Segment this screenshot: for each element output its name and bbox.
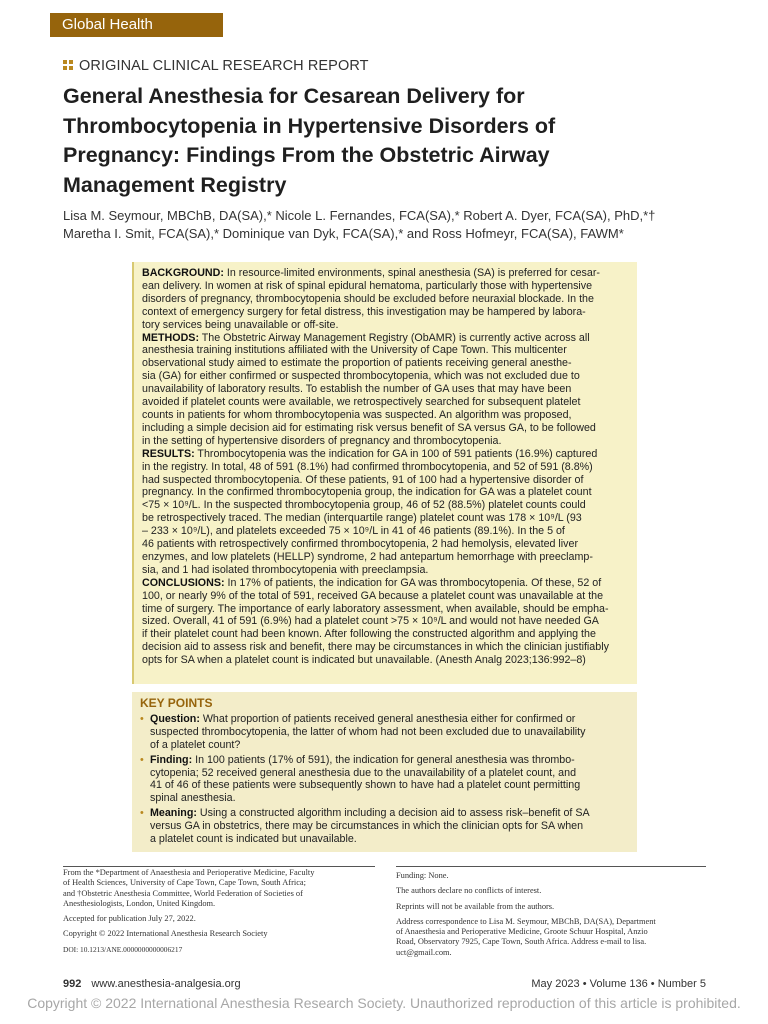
copyright-notice: Copyright © 2022 International Anesthesia Research Society <box>63 929 268 939</box>
reprints-statement: Reprints will not be available from the authors. <box>396 901 555 911</box>
key-point-question <box>140 713 629 752</box>
abstract-line: 100, or nearly 9% of the total of 591, received GA because a platelet count was unavailable at the <box>142 589 604 602</box>
accepted-date: Accepted for publication July 27, 2022. <box>63 914 196 924</box>
key-point-line: of a platelet count? <box>150 738 241 751</box>
abstract-line: avoided if platelet counts were available, we retrospectively searched for subsequent platelet <box>142 396 581 409</box>
abstract-line: disorders of pregnancy, thrombocytopenia should be excluded before neuraxial blockade. In the <box>142 292 594 305</box>
title-line: General Anesthesia for Cesarean Delivery for <box>63 84 525 108</box>
author-list <box>63 207 723 243</box>
key-point-finding <box>140 754 629 806</box>
abstract-line: time of surgery. The importance of early laboratory assessment, when available, should be empha- <box>142 602 609 615</box>
abstract-line: be retrospectively traced. The median (interquartile range) platelet count was 178 × 10⁹/L (93 <box>142 512 582 525</box>
abstract-line: context of emergency surgery for fetal distress, this investigation may be hampered by labora- <box>142 305 586 318</box>
key-point-label: Meaning: <box>150 807 197 820</box>
abstract-text: In 17% of patients, the indication for GA was thrombocytopenia. Of these, 52 of <box>224 576 602 589</box>
abstract-line: decision aid to assess risk and benefit, there may be circumstances in which the clinician justifiably <box>142 641 609 654</box>
bullet-icon: • <box>140 807 144 820</box>
key-point-line: suspected thrombocytopenia, the latter of whom had not been excluded due to unavailability <box>150 725 586 738</box>
key-point-line <box>150 754 629 767</box>
issue-info: May 2023 • Volume 136 • Number 5 <box>531 978 706 990</box>
footnote-divider <box>396 866 706 867</box>
abstract-text: The Obstetric Airway Management Registry (ObAMR) is currently active across all <box>199 331 590 344</box>
key-point-line <box>150 807 629 820</box>
footnotes-right <box>396 871 708 958</box>
footnote-divider <box>63 866 375 867</box>
page-footer-left <box>63 978 241 990</box>
title-line: Management Registry <box>63 172 287 197</box>
key-point-label: Question: <box>150 712 200 725</box>
methods-label: METHODS: <box>142 331 199 344</box>
abstract-line: opts for SA when a platelet count is indicated but unavailable. (Anesth Analg 2023;136:992–8) <box>142 654 586 667</box>
abstract-line: ean delivery. In women at risk of spinal epidural hematoma, particularly those with hypertensive <box>142 279 593 292</box>
background-label: BACKGROUND: <box>142 267 224 279</box>
author-line: Lisa M. Seymour, MBChB, DA(SA),* Nicole L. Fernandes, FCA(SA),* Robert A. Dyer, FCA(SA), PhD,*† <box>63 208 656 223</box>
abstract-line: unavailability of laboratory results. To establish the number of GA uses that may have been <box>142 383 572 396</box>
key-point-line: spinal anesthesia. <box>150 792 236 805</box>
key-point-text: What proportion of patients received general anesthesia either for confirmed or <box>199 712 576 725</box>
abstract-line: sia, and 1 had isolated thrombocytopenia with preeclampsia. <box>142 563 429 576</box>
abstract-line: observational study aimed to estimate the proportion of patients receiving general anesthe- <box>142 357 572 370</box>
doi-link[interactable]: DOI: 10.1213/ANE.0000000000006217 <box>63 944 183 954</box>
key-point-text: Using a constructed algorithm including a decision aid to assess risk–benefit of SA <box>196 807 590 820</box>
abstract-line: counts in patients for whom thrombocytopenia was suspected. An algorithm was proposed, <box>142 408 572 421</box>
abstract-line: including a simple decision aid for estimating risk versus benefit of SA versus GA, to be followed <box>142 421 596 434</box>
results-label: RESULTS: <box>142 447 195 460</box>
title-line: Pregnancy: Findings From the Obstetric Airway <box>63 143 550 167</box>
section-tab: Global Health <box>50 13 223 37</box>
bullet-icon: • <box>140 753 144 766</box>
key-point-line: a platelet count is indicated but unavailable. <box>150 833 357 846</box>
grid-squares-icon <box>63 60 73 70</box>
key-point-meaning <box>140 807 629 846</box>
abstract-line <box>142 577 629 590</box>
conclusions-label: CONCLUSIONS: <box>142 576 225 589</box>
affiliation-line: and †Obstetric Anesthesia Committee, World Federation of Societies of <box>63 888 303 898</box>
report-type-label: ORIGINAL CLINICAL RESEARCH REPORT <box>79 58 369 74</box>
correspondence-line: Road, Observatory 7925, Cape Town, South Africa. Address e-mail to lisa. <box>396 937 647 947</box>
abstract-line: in the setting of hypertensive disorders of pregnancy and thrombocytopenia. <box>142 434 502 447</box>
abstract-line: sized. Overall, 41 of 591 (6.9%) had a platelet count >75 × 10⁹/L and would not have needed GA <box>142 615 599 628</box>
footnotes-left <box>63 868 375 955</box>
abstract-line: in the registry. In total, 48 of 591 (8.1%) had confirmed thrombocytopenia, and 52 of 591 (8.8%) <box>142 460 593 473</box>
title-line: Thrombocytopenia in Hypertensive Disorders of <box>63 113 556 138</box>
abstract-line: pregnancy. In the confirmed thrombocytopenia group, the indication for GA was a platelet count <box>142 486 592 499</box>
abstract-line: anesthesia training institutions affiliated with the University of Cape Town. This multicenter <box>142 344 567 357</box>
affiliation-line: of Health Sciences, University of Cape Town, Cape Town, South Africa; <box>63 878 306 888</box>
key-point-text: In 100 patients (17% of 591), the indication for general anesthesia was thrombo- <box>192 753 575 766</box>
abstract-line: tory services being unavailable or off-site. <box>142 318 339 331</box>
abstract-line <box>142 267 629 280</box>
affiliation-line: From the *Department of Anaesthesia and Perioperative Medicine, Faculty <box>63 868 315 877</box>
abstract-text: Thrombocytopenia was the indication for GA in 100 of 591 patients (16.9%) captured <box>194 447 598 460</box>
bullet-icon: • <box>140 712 144 725</box>
abstract-line: 46 patients with retrospectively confirmed thrombocytopenia, 2 had hemolysis, elevated liver <box>142 538 579 551</box>
page-number: 992 <box>63 978 82 990</box>
journal-website-link[interactable]: www.anesthesia-analgesia.org <box>91 978 241 990</box>
author-line: Maretha I. Smit, FCA(SA),* Dominique van Dyk, FCA(SA),* and Ross Hofmeyr, FCA(SA), FAWM* <box>63 226 624 241</box>
abstract-line: <75 × 10⁹/L. In the suspected thrombocytopenia group, 46 of 52 (88.5%) platelet counts could <box>142 499 586 512</box>
correspondence-line: Address correspondence to Lisa M. Seymour, MBChB, DA(SA), Department <box>396 916 656 926</box>
article-title <box>63 82 683 200</box>
key-point-line: versus GA in obstetrics, there may be circumstances in which the clinician opts for SA when <box>150 820 584 833</box>
abstract-line: enzymes, and low platelets (HELLP) syndrome, 2 had antepartum hemorrhage with preeclamp- <box>142 550 593 563</box>
abstract-text: In resource-limited environments, spinal anesthesia (SA) is preferred for cesar- <box>223 267 600 279</box>
copyright-banner: Copyright © 2022 International Anesthesia Research Society. Unauthorized reproduction of this article is prohibited. <box>27 995 741 1011</box>
abstract-line <box>142 448 629 461</box>
key-point-line: 41 of 46 of these patients were subsequently shown to have had a platelet count permitting <box>150 779 581 792</box>
key-points-title: KEY POINTS <box>140 696 213 710</box>
affiliation-line: Anesthesiologists, London, United Kingdom. <box>63 898 216 908</box>
funding-statement: Funding: None. <box>396 871 449 880</box>
abstract-line: sia (GA) for either confirmed or suspected thrombocytopenia, which was not excluded due to <box>142 370 580 383</box>
key-point-label: Finding: <box>150 753 193 766</box>
abstract <box>132 262 637 684</box>
abstract-line: if their platelet count had been known. After following the constructed algorithm and applying the <box>142 628 596 641</box>
abstract-line: – 233 × 10⁹/L), and platelets exceeded 75 × 10⁹/L in 41 of 46 patients (89.1%). In the 5 of <box>142 525 565 538</box>
correspondence-line: of Anaesthesia and Perioperative Medicine, Groote Schuur Hospital, Anzio <box>396 927 648 937</box>
abstract-line: had suspected thrombocytopenia. Of these patients, 91 of 100 had a hypertensive disorder of <box>142 473 584 486</box>
report-type <box>63 58 369 74</box>
key-point-line <box>150 713 629 726</box>
key-points <box>132 692 637 852</box>
conflicts-statement: The authors declare no conflicts of interest. <box>396 886 542 896</box>
correspondence-line: uct@gmail.com. <box>396 947 452 957</box>
key-point-line: cytopenia; 52 received general anesthesia due to the unavailability of a platelet count, and <box>150 766 577 779</box>
abstract-line <box>142 332 629 345</box>
